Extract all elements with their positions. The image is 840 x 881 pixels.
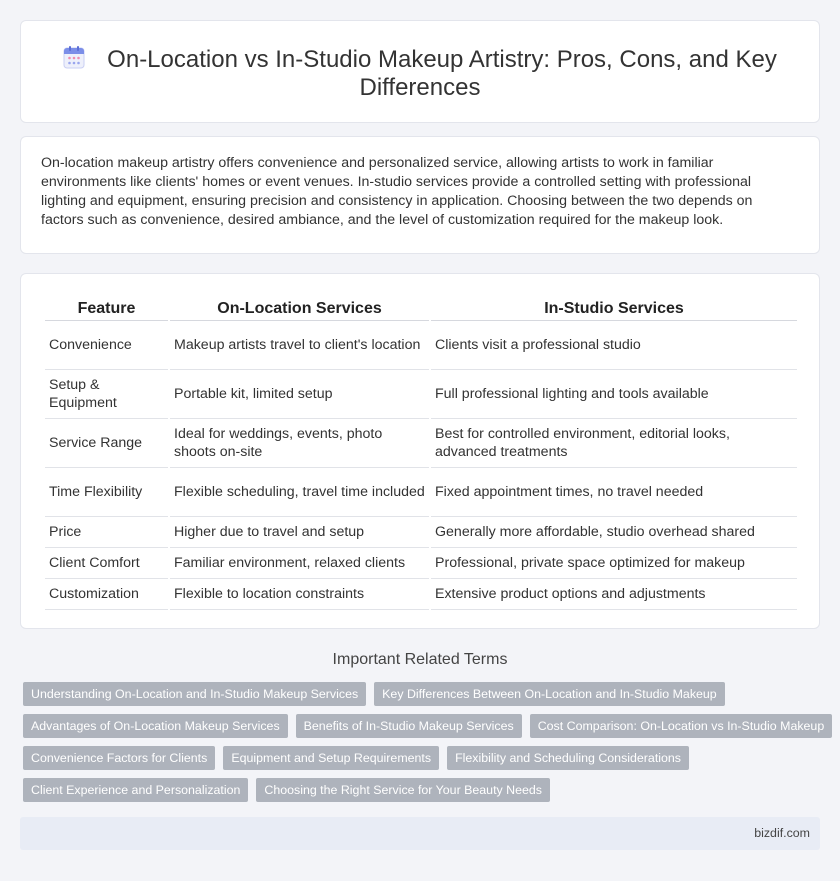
tag-row (23, 714, 823, 738)
related-term-tag[interactable]: Cost Comparison: On-Location vs In-Studio Makeup (530, 714, 833, 738)
related-term-tag[interactable]: Benefits of In-Studio Makeup Services (296, 714, 522, 738)
table-row (45, 419, 797, 468)
cell-in-studio: Best for controlled environment, editorial looks, advanced treatments (431, 419, 797, 468)
table-row (45, 468, 797, 517)
header-on-location: On-Location Services (170, 294, 429, 321)
related-term-tag[interactable]: Equipment and Setup Requirements (223, 746, 439, 770)
cell-in-studio: Clients visit a professional studio (431, 321, 797, 370)
cell-on-location: Makeup artists travel to client's location (170, 321, 429, 370)
table-row (45, 548, 797, 579)
tag-row (23, 746, 823, 770)
intro-card (20, 136, 820, 254)
cell-feature: Setup & Equipment (45, 370, 168, 419)
table-row (45, 370, 797, 419)
table-row (45, 579, 797, 610)
related-terms-list (23, 682, 823, 810)
header-in-studio: In-Studio Services (431, 294, 797, 321)
footer (20, 817, 820, 850)
cell-on-location: Flexible scheduling, travel time included (170, 468, 429, 517)
title-card (20, 20, 820, 123)
related-term-tag[interactable]: Flexibility and Scheduling Considerations (447, 746, 689, 770)
cell-in-studio: Fixed appointment times, no travel needed (431, 468, 797, 517)
cell-on-location: Higher due to travel and setup (170, 517, 429, 548)
cell-in-studio: Extensive product options and adjustments (431, 579, 797, 610)
cell-feature: Price (45, 517, 168, 548)
cell-on-location: Familiar environment, relaxed clients (170, 548, 429, 579)
cell-on-location: Flexible to location constraints (170, 579, 429, 610)
cell-in-studio: Generally more affordable, studio overhead shared (431, 517, 797, 548)
comparison-table-card (20, 273, 820, 629)
comparison-table (43, 294, 799, 610)
related-term-tag[interactable]: Advantages of On-Location Makeup Services (23, 714, 288, 738)
tag-row (23, 682, 823, 706)
page-title-block (61, 45, 779, 102)
related-term-tag[interactable]: Key Differences Between On-Location and In-Studio Makeup (374, 682, 725, 706)
cell-feature: Convenience (45, 321, 168, 370)
cell-on-location: Portable kit, limited setup (170, 370, 429, 419)
related-term-tag[interactable]: Understanding On-Location and In-Studio Makeup Services (23, 682, 366, 706)
related-term-tag[interactable]: Convenience Factors for Clients (23, 746, 215, 770)
table-header-row (45, 294, 797, 321)
calendar-icon (63, 45, 85, 69)
table-row (45, 517, 797, 548)
related-term-tag[interactable]: Client Experience and Personalization (23, 778, 248, 802)
table-row (45, 321, 797, 370)
header-feature: Feature (45, 294, 168, 321)
page-title: On-Location vs In-Studio Makeup Artistry: Pros, Cons, and Key Differences (107, 46, 777, 101)
cell-on-location: Ideal for weddings, events, photo shoots on-site (170, 419, 429, 468)
footer-brand[interactable]: bizdif.com (754, 826, 810, 840)
cell-feature: Client Comfort (45, 548, 168, 579)
cell-in-studio: Full professional lighting and tools available (431, 370, 797, 419)
cell-feature: Customization (45, 579, 168, 610)
cell-in-studio: Professional, private space optimized for makeup (431, 548, 797, 579)
related-term-tag[interactable]: Choosing the Right Service for Your Beauty Needs (256, 778, 550, 802)
intro-paragraph: On-location makeup artistry offers convenience and personalized service, allowing artists to work in familiar environments like clients' homes or event venues. In-studio services provide a controlled setting with professional lighting and equipment, ensuring precision and consistency in application. Choosing between the two depends on factors such as convenience, desired ambiance, and the level of customization required for the makeup look. (41, 155, 753, 228)
cell-feature: Time Flexibility (45, 468, 168, 517)
related-terms-title: Important Related Terms (332, 651, 508, 668)
tag-row (23, 778, 823, 802)
cell-feature: Service Range (45, 419, 168, 468)
